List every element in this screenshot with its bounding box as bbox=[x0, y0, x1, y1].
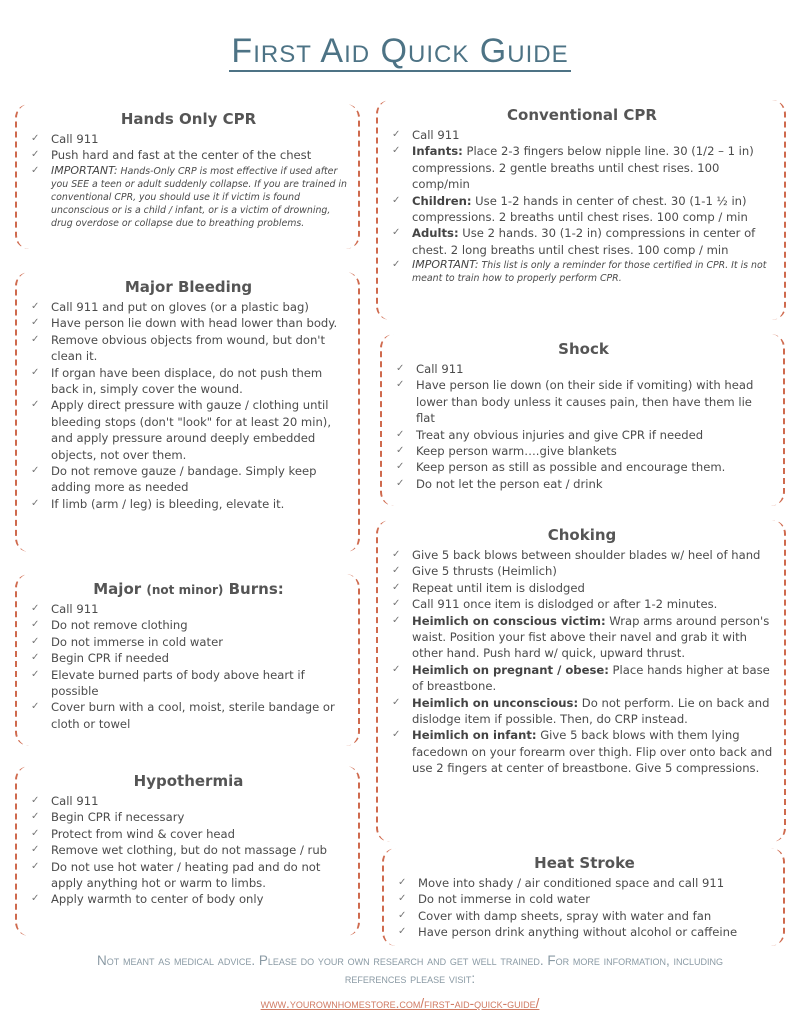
section-shock bbox=[380, 334, 785, 506]
item-text: Call 911 bbox=[51, 132, 99, 146]
checklist-item bbox=[29, 397, 348, 463]
section-conventional-cpr bbox=[376, 100, 786, 320]
item-text: Cover with damp sheets, spray with water and fan bbox=[418, 908, 712, 923]
item-label: Heimlich on unconscious: bbox=[412, 695, 579, 710]
item-text: If limb (arm / leg) is bleeding, elevate it. bbox=[51, 496, 285, 511]
item-label: Infants: bbox=[412, 144, 463, 159]
checklist-item bbox=[390, 596, 774, 612]
item-text: Begin CPR if needed bbox=[51, 651, 169, 666]
item-text: Apply direct pressure with gauze / clothing until bleeding stops (don't "look" for at least 20 min), and apply pressure around deeply embedded objects, not over them. bbox=[51, 398, 331, 462]
item-text: Begin CPR if necessary bbox=[51, 810, 185, 825]
item-text: Call 911 once item is dislodged or after 1-2 minutes. bbox=[412, 597, 718, 612]
checklist-item bbox=[29, 496, 348, 512]
checklist-item bbox=[29, 617, 348, 633]
item-text: Call 911 bbox=[51, 602, 99, 616]
item-text: Hands-Only CRP is most effective if used after you SEE a teen or adult suddenly collapse. If you are trained in conventional CPR, you should use it if victim is found unconscious or is a child / infant, or is a victim of drowning, drug overdose or collapse due to breathing problems. bbox=[51, 165, 347, 229]
item-text: Keep person as still as possible and encourage them. bbox=[416, 460, 726, 475]
checklist bbox=[390, 127, 774, 285]
checklist-item bbox=[29, 131, 348, 147]
checklist-item bbox=[390, 662, 774, 695]
checklist-item bbox=[29, 859, 348, 892]
section-major-bleeding bbox=[15, 272, 360, 552]
checklist-item bbox=[29, 826, 348, 842]
item-text: Remove wet clothing, but do not massage / rub bbox=[51, 843, 328, 858]
checklist bbox=[29, 131, 348, 230]
checklist-item bbox=[29, 650, 348, 666]
section-heat-stroke bbox=[382, 848, 785, 946]
title-part: Burns: bbox=[228, 580, 284, 598]
item-text: Call 911 bbox=[412, 128, 460, 142]
checklist-item bbox=[29, 332, 348, 365]
item-label: Heimlich on pregnant / obese: bbox=[412, 662, 609, 677]
item-text: Apply warmth to center of body only bbox=[51, 892, 264, 907]
checklist-item bbox=[390, 127, 774, 143]
item-label: Heimlich on conscious victim: bbox=[412, 613, 606, 628]
item-text: Give 5 thrusts (Heimlich) bbox=[412, 564, 557, 579]
section-title: Hands Only CPR bbox=[120, 110, 257, 128]
disclaimer: Not meant as medical advice. Please do your own research and get well trained. For more information, including references please visit: bbox=[97, 953, 723, 986]
checklist-item bbox=[390, 695, 774, 728]
checklist-item bbox=[394, 427, 773, 443]
checklist-item bbox=[29, 164, 348, 230]
item-text: Call 911 bbox=[416, 362, 464, 376]
checklist-item bbox=[390, 225, 774, 258]
checklist-item bbox=[390, 563, 774, 579]
item-text: Do not immerse in cold water bbox=[418, 892, 590, 907]
section-title: Choking bbox=[547, 526, 617, 544]
item-text: Repeat until item is dislodged bbox=[412, 580, 585, 595]
checklist-item bbox=[390, 727, 774, 776]
checklist-item bbox=[29, 147, 348, 163]
section-title bbox=[29, 580, 348, 598]
checklist-item bbox=[394, 476, 773, 492]
checklist-item bbox=[390, 580, 774, 596]
checklist-item bbox=[396, 908, 773, 924]
checklist-item bbox=[29, 365, 348, 398]
checklist-item bbox=[394, 459, 773, 475]
checklist bbox=[390, 547, 774, 777]
checklist bbox=[396, 875, 773, 941]
checklist-item bbox=[394, 361, 773, 377]
item-text: Do not perform. Lie on back and dislodge item if possible. Then, do CRP instead. bbox=[412, 695, 770, 727]
item-text: Treat any obvious injuries and give CPR if needed bbox=[416, 427, 704, 442]
section-title: Hypothermia bbox=[133, 772, 244, 790]
item-text: Elevate burned parts of body above heart if possible bbox=[51, 667, 305, 699]
checklist-item bbox=[390, 143, 774, 192]
checklist-item bbox=[396, 891, 773, 907]
item-text: Remove obvious objects from wound, but don't clean it. bbox=[51, 332, 326, 364]
reference-link-wrap bbox=[0, 996, 800, 1011]
checklist-item bbox=[29, 315, 348, 331]
item-text: Have person lie down with head lower than body. bbox=[51, 316, 338, 331]
item-text: Keep person warm….give blankets bbox=[416, 444, 617, 459]
item-text: Wrap arms around person's waist. Position your fist above their navel and grab it with other hand. Push hard w/ quick, upward thrust. bbox=[412, 613, 770, 661]
checklist bbox=[394, 361, 773, 492]
item-label: Children: bbox=[412, 193, 472, 208]
item-label: Heimlich on infant: bbox=[412, 728, 537, 743]
item-text: Have person lie down (on their side if vomiting) with head lower than body unless it causes pain, then have them lie flat bbox=[416, 378, 754, 426]
item-text: Give 5 back blows between shoulder blades w/ heel of hand bbox=[412, 548, 761, 562]
item-text: Push hard and fast at the center of the chest bbox=[51, 148, 312, 163]
item-text: Give 5 back blows with them lying facedown on your forearm over thigh. Flip over onto back and use 2 fingers at center of breastbone. Give 5 compressions. bbox=[412, 728, 773, 776]
checklist-item bbox=[394, 377, 773, 426]
checklist-item bbox=[394, 443, 773, 459]
item-text: Do not remove clothing bbox=[51, 618, 188, 633]
item-text: Call 911 bbox=[51, 794, 99, 808]
checklist-item bbox=[29, 793, 348, 809]
checklist-item bbox=[29, 699, 348, 732]
section-title: Shock bbox=[558, 340, 609, 358]
checklist-item bbox=[29, 891, 348, 907]
section-title: Conventional CPR bbox=[507, 106, 657, 124]
item-text: Do not immerse in cold water bbox=[51, 634, 223, 649]
section-hands-only-cpr bbox=[15, 104, 360, 249]
checklist-item bbox=[29, 667, 348, 700]
checklist bbox=[29, 793, 348, 908]
item-text: Place hands higher at base of breastbone. bbox=[412, 662, 770, 694]
checklist-item bbox=[390, 193, 774, 226]
title-part: Major bbox=[93, 580, 142, 598]
section-hypothermia bbox=[15, 766, 360, 936]
item-text: Have person drink anything without alcohol or caffeine bbox=[418, 925, 738, 940]
checklist-item bbox=[29, 634, 348, 650]
checklist-item bbox=[29, 842, 348, 858]
checklist-item bbox=[396, 875, 773, 891]
title-text: First Aid Quick Guide bbox=[231, 32, 569, 70]
item-label: Adults: bbox=[412, 226, 459, 241]
title-part: (not minor) bbox=[146, 583, 224, 597]
item-text: Do not remove gauze / bandage. Simply keep adding more as needed bbox=[51, 464, 317, 495]
item-label: IMPORTANT: bbox=[412, 258, 479, 272]
reference-link[interactable]: www.yourownhomestore.com/first-aid-quick-guide/ bbox=[260, 996, 540, 1011]
checklist-item bbox=[29, 463, 348, 496]
item-text: This list is only a reminder for those certified in CPR. It is not meant to train how to properly perform CPR. bbox=[412, 260, 767, 285]
checklist-item bbox=[390, 258, 774, 285]
item-label: IMPORTANT: bbox=[51, 163, 118, 177]
item-text: Place 2-3 fingers below nipple line. 30 (1/2 – 1 in) compressions. 2 gentle breaths until chest rises. 100 comp/min bbox=[412, 144, 754, 192]
item-text: Use 1-2 hands in center of chest. 30 (1-1 ½ in) compressions. 2 breaths until chest rises. 100 comp / min bbox=[412, 193, 748, 225]
item-text: Cover burn with a cool, moist, sterile bandage or cloth or towel bbox=[51, 700, 335, 731]
checklist-item bbox=[396, 924, 773, 940]
item-text: Use 2 hands. 30 (1-2 in) compressions in center of chest. 2 long breaths until chest rises. 100 comp / min bbox=[412, 226, 756, 257]
checklist-item bbox=[390, 613, 774, 662]
section-choking bbox=[376, 520, 786, 842]
item-text: Call 911 and put on gloves (or a plastic bag) bbox=[51, 300, 309, 314]
checklist-item bbox=[29, 601, 348, 617]
checklist bbox=[29, 299, 348, 512]
item-text: Move into shady / air conditioned space and call 911 bbox=[418, 876, 725, 890]
checklist bbox=[29, 601, 348, 732]
page-title bbox=[0, 32, 800, 71]
checklist-item bbox=[390, 547, 774, 563]
item-text: Protect from wind & cover head bbox=[51, 826, 236, 841]
section-title: Major Bleeding bbox=[124, 278, 253, 296]
section-major-burns bbox=[15, 574, 360, 746]
item-text: If organ have been displace, do not push them back in, simply cover the wound. bbox=[51, 365, 323, 397]
item-text: Do not let the person eat / drink bbox=[416, 476, 603, 491]
section-title: Heat Stroke bbox=[534, 854, 635, 872]
checklist-item bbox=[29, 809, 348, 825]
item-text: Do not use hot water / heating pad and do not apply anything hot or warm to limbs. bbox=[51, 859, 321, 891]
checklist-item bbox=[29, 299, 348, 315]
